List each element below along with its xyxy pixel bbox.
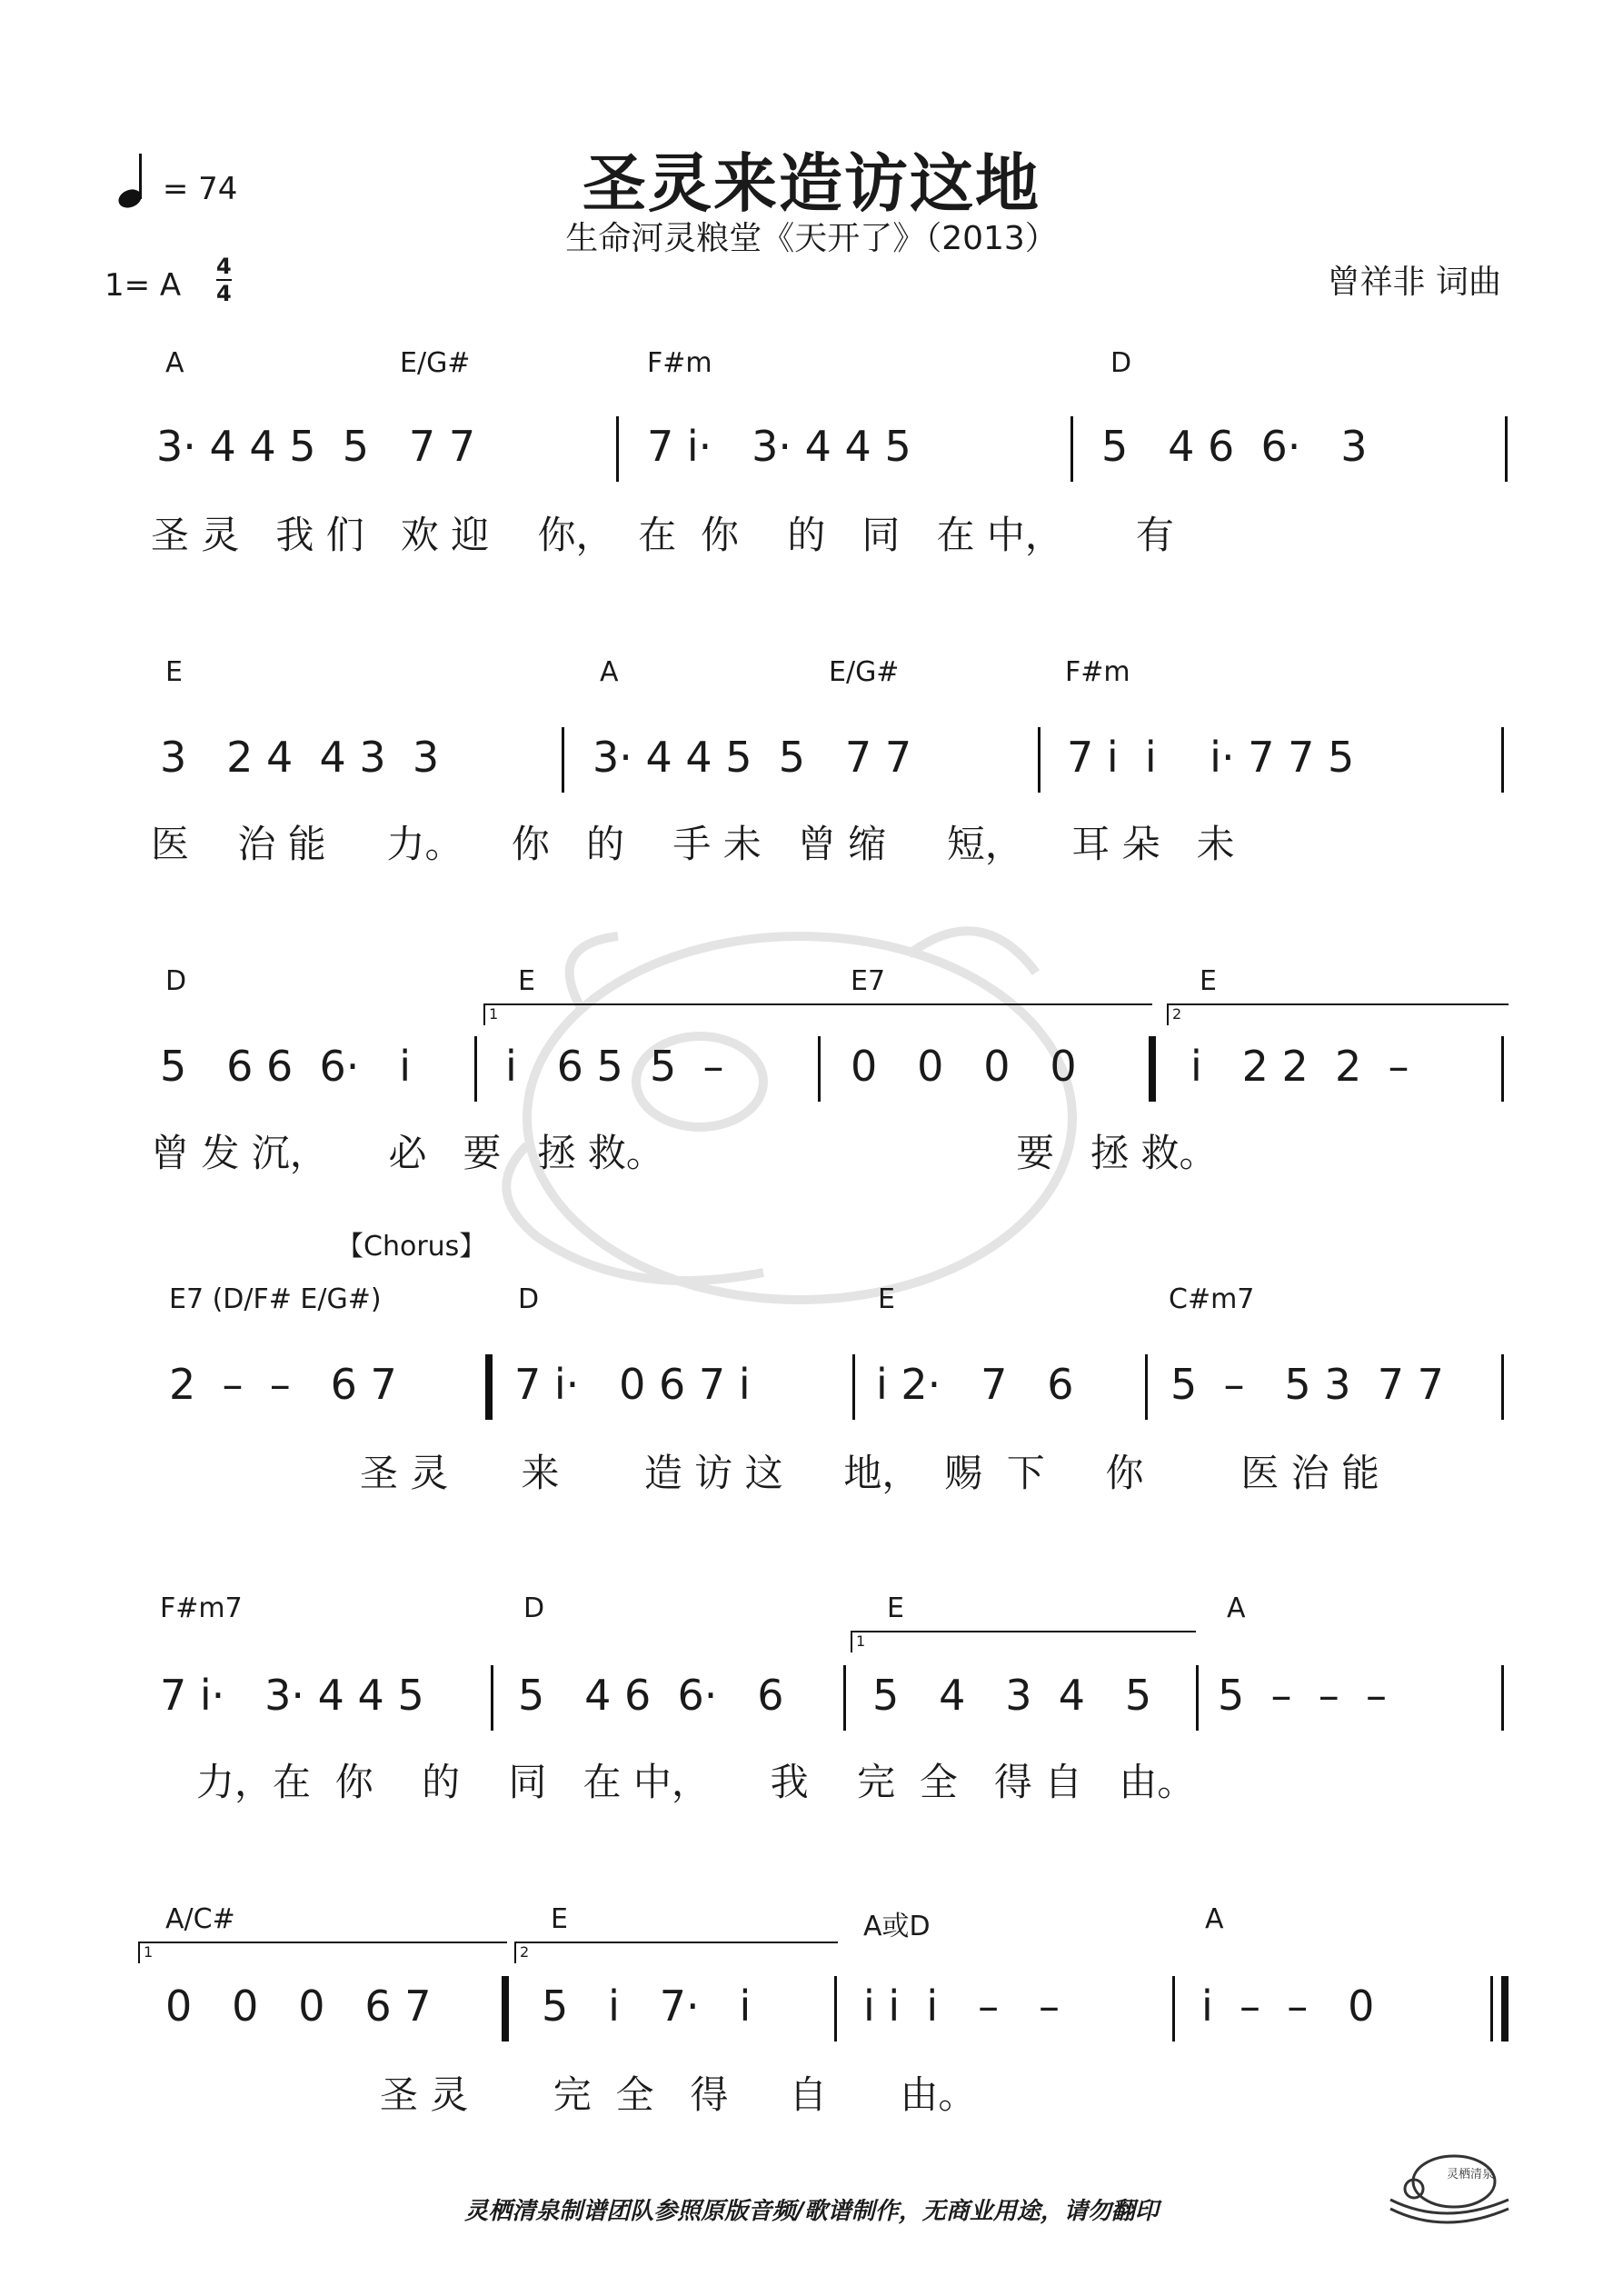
chord: E <box>518 965 535 997</box>
volta-1: 1 <box>138 1942 507 1963</box>
barline <box>1070 416 1073 482</box>
notes-measure: 0 0 0 0 <box>851 1042 1077 1091</box>
notes-measure: i 2· 7 6 <box>876 1360 1074 1409</box>
chord: E <box>887 1592 904 1624</box>
chord: E/G# <box>829 656 900 688</box>
lyrics-line: 圣 灵 我 们 欢 迎 你， 在 你 的 同 在 中， 有 <box>151 513 1174 557</box>
barline <box>562 727 564 793</box>
chord: E <box>1200 965 1217 997</box>
lyrics-line: 曾 发 沉， 必 要 拯 救。 要 拯 救。 <box>151 1131 1218 1175</box>
chord: E7 <box>851 965 886 997</box>
notes-measure: i i i – – <box>863 1982 1060 2031</box>
repeat-end-barline <box>502 1976 509 2041</box>
barline <box>818 1036 821 1102</box>
notes-measure: i 6 5 5 – <box>505 1042 724 1091</box>
notes-measure: 5 6 6 6· i <box>160 1042 412 1091</box>
song-subtitle: 生命河灵粮堂《天开了》（2013） <box>565 220 1058 257</box>
barline <box>852 1354 855 1420</box>
barline <box>1196 1665 1199 1731</box>
notes-measure: 7 i i i· 7 7 5 <box>1067 733 1355 782</box>
notes-measure: 2 – – 6 7 <box>169 1360 397 1409</box>
volta-1: 1 <box>483 1003 1152 1025</box>
composer-credit: 曾祥非 词曲 <box>1327 264 1501 301</box>
logo-text: 灵栖清泉 <box>1447 2168 1495 2181</box>
notes-measure: 0 0 0 6 7 <box>165 1982 432 2031</box>
time-signature-bottom: 4 <box>216 281 232 306</box>
notes-measure: 7 i· 3· 4 4 5 <box>647 422 911 471</box>
chord: F#m7 <box>160 1592 243 1624</box>
barline <box>1145 1354 1148 1420</box>
footer-disclaimer: 灵栖清泉制谱团队参照原版音频/歌谱制作，无商业用途，请勿翻印 <box>464 2198 1159 2225</box>
notes-measure: 5 i 7· i <box>542 1982 752 2031</box>
barline <box>616 416 619 482</box>
chord: A <box>1227 1592 1246 1624</box>
notes-measure: 3· 4 4 5 5 7 7 <box>156 422 476 471</box>
barline <box>1501 727 1504 793</box>
chord: A <box>165 347 184 379</box>
chord: D <box>165 965 187 997</box>
repeat-end-barline <box>1149 1036 1156 1102</box>
repeat-start-barline <box>485 1354 493 1420</box>
volta-2: 2 <box>514 1942 838 1963</box>
sheep-logo-icon <box>1381 2136 1518 2236</box>
section-label-chorus: 【Chorus】 <box>336 1231 487 1263</box>
notes-measure: 5 – 5 3 7 7 <box>1170 1360 1444 1409</box>
notes-measure: 7 i· 0 6 7 i <box>514 1360 751 1409</box>
notes-measure: 7 i· 3· 4 4 5 <box>160 1671 424 1720</box>
chord: A <box>1205 1903 1224 1935</box>
barline <box>474 1036 477 1102</box>
chord: F#m <box>647 347 712 379</box>
final-barline-thick <box>1501 1976 1508 2041</box>
chord: E/G# <box>400 347 471 379</box>
time-signature <box>216 255 232 305</box>
barline <box>491 1665 493 1731</box>
barline <box>1501 1354 1504 1420</box>
barline <box>843 1665 846 1731</box>
barline <box>1172 1976 1175 2041</box>
chord: C#m7 <box>1169 1283 1255 1315</box>
chord: A或D <box>863 1911 931 1942</box>
volta-2: 2 <box>1167 1003 1508 1025</box>
tempo-value: = 74 <box>162 171 238 207</box>
chord: E <box>165 656 183 688</box>
chord: D <box>1110 347 1132 379</box>
notes-measure: 3· 4 4 5 5 7 7 <box>592 733 912 782</box>
chord: A/C# <box>165 1903 235 1935</box>
volta-1: 1 <box>851 1631 1196 1652</box>
barline <box>1501 1036 1504 1102</box>
notes-measure: i – – 0 <box>1201 1982 1375 2031</box>
lyrics-line: 圣 灵 完 全 得 自 由。 <box>380 2072 977 2117</box>
chord: E <box>878 1283 895 1315</box>
notes-measure: 5 4 6 6· 3 <box>1101 422 1368 471</box>
key-signature: 1= A <box>105 267 182 304</box>
barline <box>1505 416 1508 482</box>
chord: E7 (D/F# E/G#) <box>169 1283 382 1315</box>
time-signature-top: 4 <box>216 254 232 279</box>
chord: D <box>523 1592 545 1624</box>
lyrics-line: 医 治 能 力。 你 的 手 未 曾 缩 短， 耳 朵 未 <box>151 822 1235 866</box>
notes-measure: 5 – – – <box>1218 1671 1387 1720</box>
notes-measure: 3 2 4 4 3 3 <box>160 733 440 782</box>
final-barline-thin <box>1490 1976 1493 2041</box>
chord: D <box>518 1283 540 1315</box>
barline <box>834 1976 837 2041</box>
barline <box>1501 1665 1504 1731</box>
lyrics-line: 圣 灵 来 造 访 这 地， 赐 下 你 医 治 能 <box>360 1451 1380 1495</box>
chord: E <box>551 1903 568 1935</box>
barline <box>1038 727 1041 793</box>
watermark-sheep <box>400 845 1200 1354</box>
song-title: 圣灵来造访这地 <box>582 146 1041 221</box>
notes-measure: 5 4 3 4 5 <box>872 1671 1152 1720</box>
notes-measure: 5 4 6 6· 6 <box>518 1671 784 1720</box>
chord: A <box>600 656 619 688</box>
chord: F#m <box>1065 656 1130 688</box>
notes-measure: i 2 2 2 – <box>1190 1042 1409 1091</box>
lyrics-line: 力，在 你 的 同 在 中， 我 完 全 得 自 由。 <box>196 1760 1196 1804</box>
